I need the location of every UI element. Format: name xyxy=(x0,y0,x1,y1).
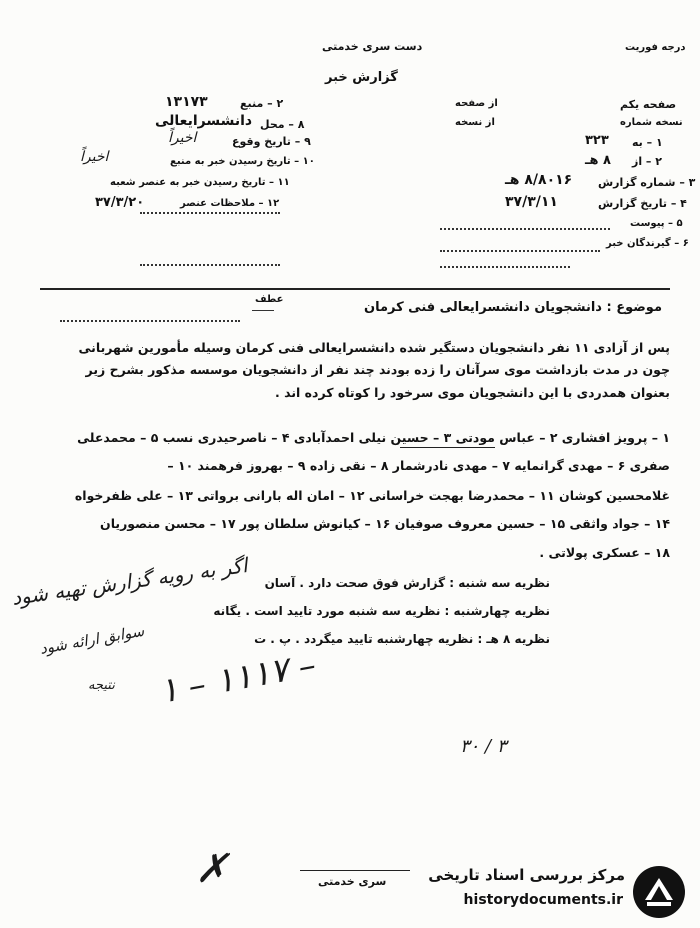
field-label: صفحه یکم xyxy=(620,98,677,111)
handwritten-note: اگر به رویه گزارش تهیه شود xyxy=(10,553,249,610)
handwritten-note: نتیجه xyxy=(88,678,115,693)
handwritten-note: سوابق ارائه شود xyxy=(38,621,146,658)
field-value: ۳۷/۳/۲۰ xyxy=(95,195,145,210)
opinion-line: نظریه چهارشنبه : نظریه سه شنبه مورد تایید است . یگانه xyxy=(213,604,550,618)
dotted-line xyxy=(140,212,280,214)
archive-watermark xyxy=(420,862,695,922)
field-value: دانشسرایعالی xyxy=(155,113,253,129)
urgency-label: درجه فوریت xyxy=(625,42,686,53)
body-line: ۱۸ – عسکری پولاتی . xyxy=(539,545,670,560)
subject: موضوع : دانشجویان دانشسرایعالی فنی کرمان xyxy=(363,300,662,315)
security-classification: دست سری خدمتی xyxy=(322,40,423,53)
field-label: ۶ – گیرندگان خبر xyxy=(606,238,689,249)
cross-mark: ✗ xyxy=(195,846,229,892)
field-value: ۸ هـ xyxy=(585,153,611,168)
field-label: ۱۲ – ملاحظات عنصر xyxy=(180,198,280,209)
body-line: چون در مدت بازداشت موی سرآنان را زده بودند چند نفر از دانشجویان موسسه مذکور بشرح زیر xyxy=(85,362,670,377)
field-value: ۳۲۳ xyxy=(585,133,609,148)
underline-mark xyxy=(400,447,495,448)
field-value: اخیراً xyxy=(168,130,197,146)
field-label: ۱۰ – تاریخ رسیدن خبر به منبع xyxy=(170,156,315,167)
field-label: ۹ – تاریخ وقوع xyxy=(232,135,311,148)
field-label: ۸ – محل xyxy=(260,118,305,131)
body-line: بعنوان همدردی با این دانشجویان موی سرخود را کوتاه کرده اند . xyxy=(275,385,670,400)
margin-note: عطف xyxy=(255,294,284,305)
field-label: ۵ – پیوست xyxy=(630,218,683,229)
field-value: از صفحه xyxy=(455,98,498,109)
body-line: غلامحسین کوشان ۱۱ – محمدرضا بهجت خراسانی ۱۲ – امان اله بارانی برواتی ۱۳ – علی ظفرخواه xyxy=(74,488,670,503)
watermark-url: historydocuments.ir xyxy=(463,892,623,908)
body-line: ۱ – پرویز افشاری ۲ – عباس مودتی ۳ – حسین نیلی احمدآبادی ۴ – ناصرحیدری نسب ۵ – محمدعلی xyxy=(77,430,670,445)
field-label: ۴ – تاریخ گزارش xyxy=(598,197,687,210)
form-title: گزارش خبر xyxy=(325,70,398,85)
body-line: ۱۴ – جواد واثقی ۱۵ – حسین معروف صوفیان ۱۶ – کیانوش سلطان پور ۱۷ – محسن منصوریان xyxy=(100,516,670,531)
footer-security: سری خدمتی xyxy=(318,875,387,888)
field-label: ۱۱ – تاریخ رسیدن خبر به عنصر شعبه xyxy=(110,177,290,188)
dotted-line xyxy=(140,264,280,266)
opinion-line: نظریه ۸ هـ : نظریه چهارشنبه تایید میگردد . پ . ت xyxy=(254,632,550,646)
field-label: ۳ – شماره گزارش xyxy=(598,176,696,189)
field-label: ۱ – به xyxy=(632,136,663,149)
header-divider xyxy=(40,288,670,290)
opinion-line: نظریه سه شنبه : گزارش فوق صحت دارد . آسان xyxy=(264,576,550,590)
dotted-line xyxy=(60,320,240,322)
field-label: ۲ – منبع xyxy=(240,97,284,110)
body-line: صفری ۶ – مهدی گرانمایه ۷ – مهدی نادرشمار ۸ – نقی زاده ۹ – بهروز فرهمند ۱۰ – xyxy=(167,458,670,473)
dotted-line xyxy=(440,228,610,230)
dotted-line xyxy=(440,266,570,268)
archive-logo-icon xyxy=(631,864,687,920)
margin-rule xyxy=(252,310,274,311)
field-value: اخیراً xyxy=(80,149,109,165)
body-line: پس از آزادی ۱۱ نفر دانشجویان دستگیر شده دانشسرایعالی فنی کرمان وسیله مأمورین شهربانی xyxy=(78,340,670,355)
watermark-title: مرکز بررسی اسناد تاریخی xyxy=(428,866,625,884)
field-value: از نسخه xyxy=(455,117,495,128)
footer-rule xyxy=(300,870,410,871)
handwritten-small: ۳۰ / ۳ xyxy=(460,736,507,757)
field-label: ۲ – از xyxy=(632,155,662,168)
dotted-line xyxy=(440,250,600,252)
field-value: ۸/۸۰۱۶ هـ xyxy=(505,172,573,188)
field-value: ۳۷/۳/۱۱ xyxy=(505,194,558,210)
handwritten-number: ۱ – ۱۱۱۷ – xyxy=(156,644,319,712)
field-label: نسخه شماره xyxy=(620,117,683,128)
field-value: ۱۳۱۷۳ xyxy=(165,94,208,110)
